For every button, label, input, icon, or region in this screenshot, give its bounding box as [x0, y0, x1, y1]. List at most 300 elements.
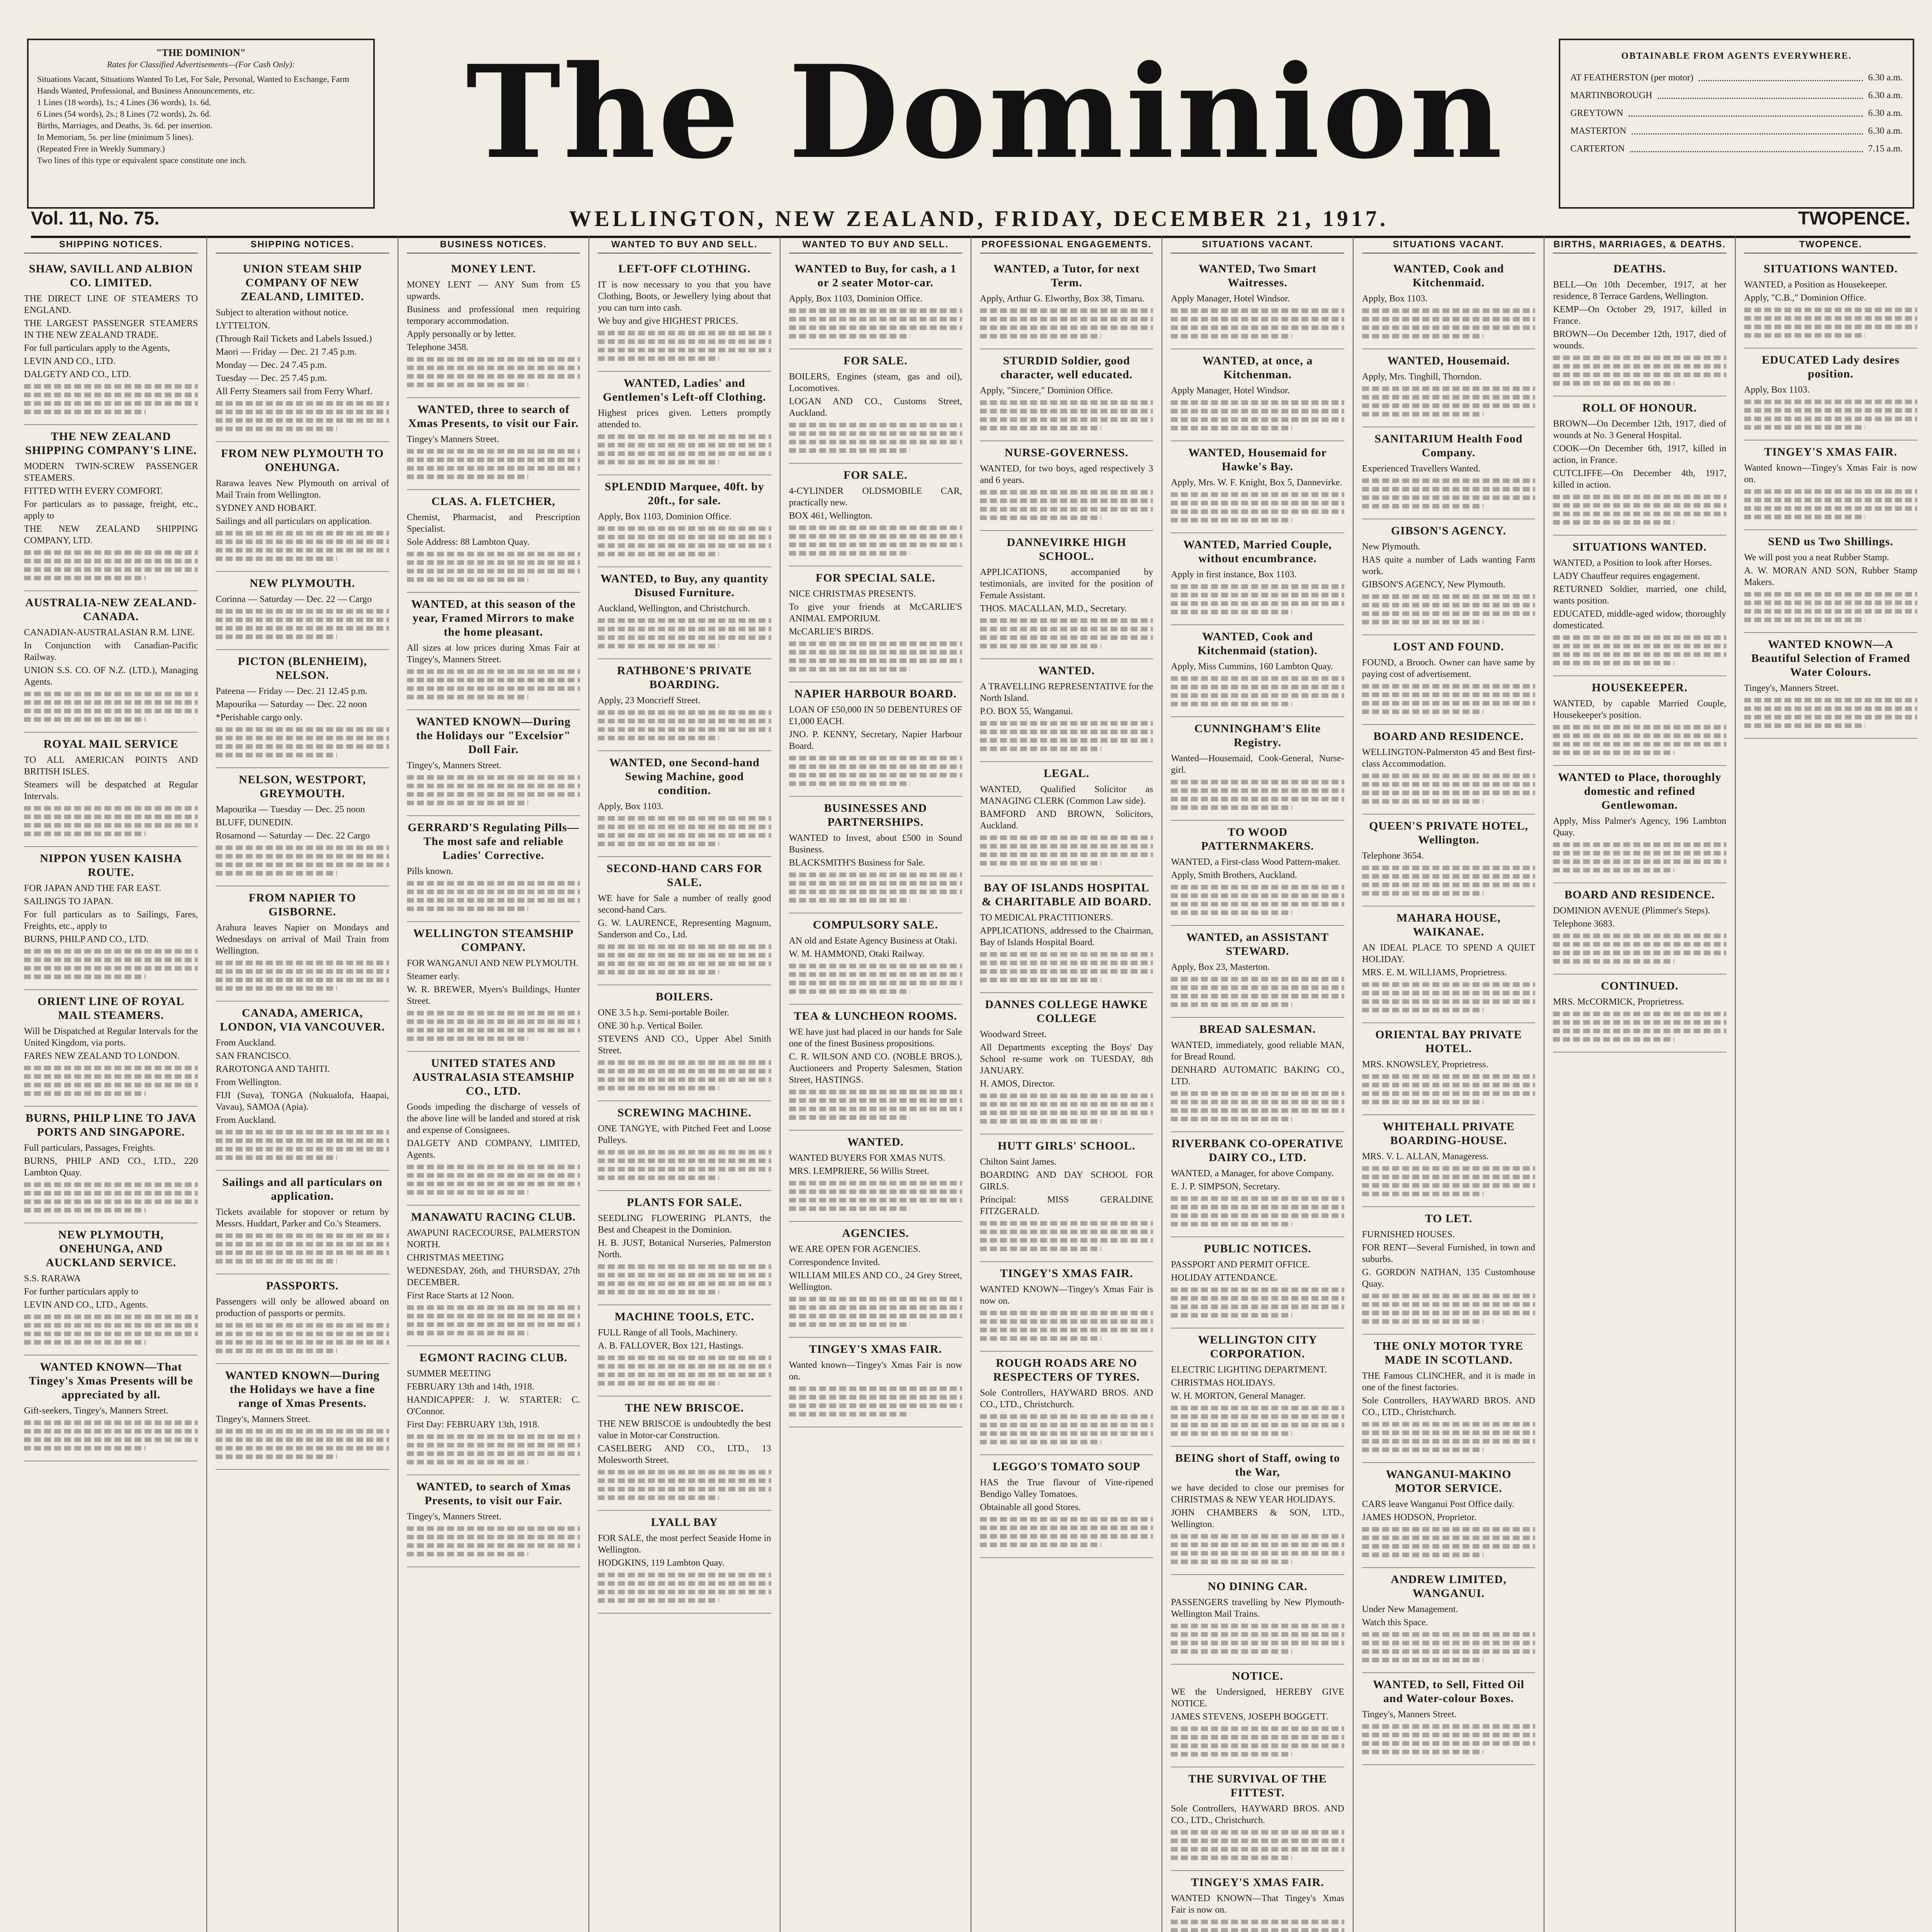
agents-schedule — [1570, 69, 1903, 158]
advertisement-title: BURNS, PHILP LINE TO JAVA PORTS AND SINGAPORE. — [26, 1112, 197, 1138]
fine-print — [598, 1495, 719, 1500]
fine-print — [407, 1173, 580, 1178]
fine-print — [1362, 782, 1535, 787]
advertisement-title: CONTINUED. — [1600, 980, 1679, 992]
advertisement — [24, 257, 198, 425]
advertisement — [24, 591, 198, 733]
fine-print — [1171, 780, 1344, 784]
fine-print — [598, 1077, 771, 1082]
advertisement-text: FARES NEW ZEALAND TO LONDON. — [24, 1051, 180, 1061]
fine-print — [789, 1297, 962, 1301]
advertisement-text: LYTTELTON. — [216, 321, 270, 331]
advertisement-title: WANTED, Housemaid. — [1387, 354, 1510, 367]
fine-print — [789, 334, 910, 338]
fine-print — [980, 835, 1153, 840]
advertisement-text: ONE 3.5 h.p. Semi-portable Boiler. — [598, 1008, 730, 1018]
fine-print — [407, 1028, 580, 1032]
advertisement-title: WANTED KNOWN—During the Holidays we have a fine range of Xmas Presents. — [225, 1369, 380, 1410]
fine-print — [407, 1182, 580, 1186]
fine-print — [24, 1199, 198, 1204]
advertisement-text: WANTED, a First-class Wood Pattern-maker. — [1171, 857, 1340, 867]
fine-print — [216, 626, 389, 631]
fine-print — [1171, 985, 1344, 990]
schedule-time: 7.15 a.m. — [1868, 144, 1903, 154]
advertisement-title: NOTICE. — [1232, 1670, 1284, 1682]
fine-print — [1171, 1551, 1344, 1556]
fine-print — [216, 1233, 389, 1238]
advertisement — [1553, 676, 1726, 766]
fine-print — [1171, 1313, 1292, 1318]
fine-print — [789, 1386, 962, 1391]
advertisement-text: Obtainable all good Stores. — [980, 1502, 1081, 1512]
advertisement-text: Apply, Box 1103. — [598, 801, 663, 811]
fine-print — [980, 426, 1101, 430]
newspaper-column — [971, 236, 1162, 1932]
advertisement-title: THE NEW ZEALAND SHIPPING COMPANY'S LINE. — [25, 430, 197, 457]
fine-print — [1744, 723, 1866, 728]
advertisement-title: SECOND-HAND CARS FOR SALE. — [606, 862, 763, 889]
advertisement-text: MRS. McCORMICK, Proprietress. — [1553, 997, 1684, 1007]
fine-print — [598, 618, 771, 623]
advertisement-text: IT is now necessary to you that you have Clothing, Boots, or Jewellery lying about that you can turn into cash. — [598, 280, 771, 313]
fine-print — [980, 1517, 1153, 1522]
advertisement-text: AWAPUNI RACECOURSE, PALMERSTON NORTH. — [406, 1228, 580, 1250]
advertisement-text: JAMES STEVENS, JOSEPH BOGGETT. — [1171, 1712, 1328, 1722]
fine-print — [1171, 1632, 1344, 1637]
advertisement-text: THE DIRECT LINE OF STEAMERS TO ENGLAND. — [24, 294, 198, 315]
advertisement — [1362, 519, 1535, 635]
advertisement — [598, 857, 771, 985]
advertisement — [1744, 257, 1917, 349]
advertisement-text: W. R. BREWER, Myers's Buildings, Hunter Street. — [406, 985, 580, 1006]
advertisement-text: WE have just had placed in our hands for Sale one of the finest Business propositions. — [789, 1027, 962, 1049]
advertisement-text: Apply, Box 1103, Dominion Office. — [789, 294, 923, 304]
fine-print — [24, 1191, 198, 1196]
advertisement-text: CARS leave Wanganui Post Office daily. — [1362, 1499, 1515, 1509]
advertisement-text: LEVIN AND CO., LTD., Agents. — [24, 1300, 148, 1310]
advertisement-title: LOST AND FOUND. — [1393, 640, 1504, 653]
advertisement — [980, 257, 1153, 349]
advertisement — [24, 733, 198, 847]
fine-print — [1362, 982, 1535, 987]
advertisement-text: WANTED KNOWN—Tingey's Xmas Fair is now on. — [980, 1284, 1153, 1306]
fine-print — [598, 1175, 719, 1180]
fine-print — [598, 644, 719, 648]
schedule-time: 6.30 a.m. — [1868, 108, 1903, 118]
fine-print — [1171, 501, 1344, 505]
fine-print — [598, 1060, 771, 1065]
fine-print — [789, 756, 962, 760]
advertisement-title: WANTED, to Sell, Fitted Oil and Water-colour Boxes. — [1372, 1678, 1524, 1705]
fine-print — [407, 784, 580, 788]
advertisement-text: LADY Chauffeur requires engagement. — [1553, 571, 1700, 581]
fine-print — [598, 535, 771, 539]
fine-print — [24, 1182, 198, 1187]
fine-print — [1171, 1560, 1292, 1564]
advertisement — [598, 1101, 771, 1191]
advertisement — [789, 797, 962, 913]
fine-print — [216, 539, 389, 544]
fine-print — [1171, 1838, 1344, 1843]
advertisement-title: SITUATIONS WANTED. — [1572, 541, 1707, 553]
advertisement — [598, 257, 771, 372]
fine-print — [1362, 1641, 1535, 1645]
advertisement-text: Wanted known—Tingey's Xmas Fair is now on. — [789, 1360, 962, 1382]
fine-print — [980, 1238, 1153, 1243]
rates-line: Two lines of this type or equivalent space constitute one inch. — [37, 155, 247, 165]
advertisement-title: THE ONLY MOTOR TYRE MADE IN SCOTLAND. — [1374, 1340, 1524, 1366]
fine-print — [789, 325, 962, 330]
advertisement-text: W. M. HAMMOND, Otaki Railway. — [789, 949, 925, 959]
fine-print — [1171, 417, 1344, 422]
advertisement-title: CANADA, AMERICA, LONDON, VIA VANCOUVER. — [220, 1007, 385, 1033]
schedule-row — [1570, 140, 1903, 158]
fine-print — [1553, 503, 1726, 508]
advertisement-text: Wanted—Housemaid, Cook-General, Nurse-girl. — [1171, 753, 1344, 775]
advertisement-title: ROYAL MAIL SERVICE — [43, 738, 179, 750]
fine-print — [1362, 1302, 1535, 1307]
fine-print — [1553, 1029, 1726, 1033]
fine-print — [1171, 1196, 1344, 1201]
fine-print — [1171, 685, 1344, 689]
advertisement-text: Maori — Friday — Dec. 21 7.45 p.m. — [216, 347, 357, 357]
advertisement — [216, 1002, 389, 1171]
advertisement — [407, 490, 580, 593]
advertisement-text: CANADIAN-AUSTRALASIAN R.M. LINE. — [24, 628, 195, 638]
advertisement-text: Subject to alteration without notice. — [216, 308, 349, 318]
advertisement-title: DEATHS. — [1613, 262, 1666, 275]
fine-print — [216, 986, 337, 991]
advertisement — [216, 257, 389, 442]
advertisement — [216, 650, 389, 768]
advertisement-title: BOARD AND RESIDENCE. — [1564, 888, 1715, 901]
advertisement-text: Will be Dispatched at Regular Intervals for the United Kingdom, via ports. — [24, 1026, 198, 1048]
advertisement-text: COOK—On December 6th, 1917, killed in action, in France. — [1553, 444, 1726, 465]
fine-print — [407, 1543, 580, 1548]
advertisement-title: WANTED, one Second-hand Sewing Machine, good condition. — [609, 756, 760, 797]
newspaper-title — [394, 27, 1577, 197]
advertisement-text: Corinna — Saturday — Dec. 22 — Cargo — [216, 594, 372, 604]
fine-print — [1362, 1741, 1535, 1746]
advertisement-text: RETURNED Soldier, married, one child, wants position. — [1553, 584, 1726, 606]
advertisement-title: BOILERS. — [655, 990, 713, 1003]
advertisement-text: S.S. RARAWA — [24, 1274, 81, 1284]
fine-print — [24, 975, 146, 979]
advertisement-text: Highest prices given. Letters promptly attended to. — [598, 408, 771, 430]
advertisement-text: CASELBERG AND CO., LTD., 13 Molesworth Street. — [598, 1444, 771, 1465]
advertisement-text: Tingey's, Manners Street. — [216, 1414, 311, 1424]
fine-print — [1553, 520, 1674, 525]
advertisement-text: BURNS, PHILP AND CO., LTD., 220 Lambton Quay. — [24, 1156, 198, 1178]
advertisement-text: Wanted known—Tingey's Xmas Fair is now on. — [1744, 463, 1917, 485]
advertisement-text: PASSPORT AND PERMIT OFFICE. — [1171, 1260, 1310, 1270]
advertisement-title: UNION STEAM SHIP COMPANY OF NEW ZEALAND, LIMITED. — [240, 262, 364, 303]
advertisement-title: WANTED, Married Couple, without encumbrance. — [1183, 538, 1332, 565]
fine-print — [1362, 478, 1535, 483]
fine-print — [1362, 504, 1483, 509]
leader-dots — [1632, 122, 1863, 134]
fine-print — [216, 1130, 389, 1134]
fine-print — [1171, 902, 1344, 906]
advertisement-title: DANNEVIRKE HIGH SCHOOL. — [1007, 536, 1126, 563]
advertisement — [216, 886, 389, 1002]
advertisement — [1362, 815, 1535, 906]
newspaper-column — [588, 236, 779, 1932]
advertisement-text: WANTED, a Manager, for above Company. — [1171, 1168, 1334, 1179]
fine-print — [1171, 1091, 1344, 1096]
fine-print — [216, 1454, 337, 1459]
advertisement — [1171, 349, 1344, 441]
advertisement-text: Sole Address: 88 Lambton Quay. — [406, 537, 530, 547]
advertisement-title: BEING short of Staff, owing to the War, — [1175, 1452, 1340, 1478]
schedule-time: 6.30 a.m. — [1868, 73, 1903, 83]
advertisement — [216, 1364, 389, 1470]
fine-print — [789, 872, 962, 877]
advertisement — [789, 1005, 962, 1131]
advertisement — [1362, 1335, 1535, 1463]
advertisement-text: DOMINION AVENUE (Plimmer's Steps). — [1553, 906, 1710, 916]
fine-print — [216, 871, 337, 876]
fine-print — [1744, 600, 1917, 605]
fine-print — [1171, 1928, 1344, 1932]
advertisement-text: FIJI (Suva), TONGA (Nukualofa, Haapai, Vavau), SAMOA (Apia). — [216, 1090, 389, 1112]
advertisement — [980, 876, 1153, 993]
advertisement-text: A. W. MORAN AND SON, Rubber Stamp Makers. — [1744, 566, 1917, 587]
fine-print — [1744, 617, 1866, 622]
fine-print — [598, 825, 771, 829]
advertisement — [1171, 1871, 1344, 1932]
fine-print — [1362, 334, 1483, 338]
fine-print — [1553, 750, 1674, 755]
advertisement-title: RIVERBANK CO-OPERATIVE DAIRY CO., LTD. — [1172, 1137, 1344, 1164]
fine-print — [789, 889, 962, 894]
advertisement-title: WANTED, at this season of the year, Framed Mirrors to make the home pleasant. — [411, 598, 576, 638]
fine-print — [980, 1094, 1153, 1098]
advertisement-text: FURNISHED HOUSES. — [1362, 1230, 1455, 1240]
fine-print — [980, 721, 1153, 726]
advertisement-text: Pateena — Friday — Dec. 21 12.45 p.m. — [216, 686, 367, 696]
advertisement-text: FOR JAPAN AND THE FAR EAST. — [24, 883, 162, 893]
advertisement-text: BELL—On 10th December, 1917, at her residence, 8 Terrace Gardens, Wellington. — [1553, 280, 1726, 301]
advertisement — [1362, 1463, 1535, 1568]
fine-print — [789, 448, 910, 453]
column-heading: WANTED TO BUY AND SELL. — [598, 239, 771, 253]
advertisement-title: CUNNINGHAM'S Elite Registry. — [1194, 722, 1321, 749]
advertisement-title: LEFT-OFF CLOTHING. — [618, 262, 751, 275]
fine-print — [1171, 1649, 1292, 1654]
advertisement-title: GIBSON'S AGENCY. — [1391, 524, 1507, 537]
fine-print — [789, 641, 962, 646]
fine-print — [980, 978, 1101, 982]
advertisement — [1362, 427, 1535, 519]
fine-print — [598, 1281, 771, 1286]
fine-print — [980, 844, 1153, 849]
fine-print — [980, 417, 1153, 422]
advertisement-text: H. B. JUST, Botanical Nurseries, Palmerston North. — [598, 1238, 771, 1260]
fine-print — [1744, 325, 1917, 329]
advertisement-text: ONE TANGYE, with Pitched Feet and Loose Pulleys. — [598, 1124, 771, 1145]
fine-print — [1171, 584, 1344, 589]
advertisement-text: Tingey's, Manners Street. — [1744, 683, 1839, 693]
fine-print — [1171, 1205, 1344, 1209]
fine-print — [1362, 611, 1535, 616]
advertisement-text: RAROTONGA AND TAHITI. — [216, 1064, 330, 1074]
fine-print — [24, 717, 146, 722]
advertisement — [789, 1222, 962, 1338]
advertisement-text: Arahura leaves Napier on Mondays and Wednesdays on arrival of Mail Train from Wellington. — [216, 923, 389, 956]
advertisement-text: New Plymouth. — [1362, 542, 1420, 552]
advertisement — [1362, 1207, 1535, 1335]
fine-print — [1553, 951, 1726, 955]
fine-print — [24, 957, 198, 962]
fine-print — [407, 1036, 528, 1041]
fine-print — [216, 418, 389, 423]
advertisement-title: PLANTS FOR SALE. — [627, 1196, 742, 1209]
advertisement-title: ORIENTAL BAY PRIVATE HOTEL. — [1375, 1028, 1522, 1055]
fine-print — [1362, 1294, 1535, 1298]
fine-print — [789, 1305, 962, 1310]
fine-print — [216, 961, 389, 965]
advertisement-text: We buy and give HIGHEST PRICES. — [598, 316, 738, 326]
fine-print — [407, 569, 580, 573]
advertisement — [598, 1305, 771, 1396]
fine-print — [598, 460, 719, 464]
fine-print — [980, 1534, 1153, 1539]
advertisement-title: STURDID Soldier, good character, well educated. — [1000, 354, 1133, 381]
fine-print — [1744, 609, 1917, 614]
advertisement-text: Apply, Box 1103. — [1744, 385, 1810, 395]
advertisement-title: EDUCATED Lady desires position. — [1762, 354, 1900, 380]
fine-print — [1171, 805, 1292, 810]
fine-print — [1171, 1304, 1344, 1309]
advertisement-text: LOGAN AND CO., Customs Street, Auckland. — [789, 396, 962, 418]
fine-print — [1553, 635, 1726, 640]
fine-print — [980, 334, 1101, 338]
fine-print — [980, 507, 1153, 512]
fine-print — [598, 1590, 771, 1594]
advertisement-title: LEGAL. — [1043, 767, 1090, 780]
fine-print — [1362, 1750, 1483, 1754]
advertisement — [1171, 1575, 1344, 1665]
advertisement — [1362, 725, 1535, 815]
fine-print — [1171, 1108, 1344, 1113]
fine-print — [598, 1573, 771, 1577]
fine-print — [1362, 1422, 1535, 1427]
fine-print — [980, 618, 1153, 623]
fine-print — [1171, 1641, 1344, 1645]
fine-print — [1171, 676, 1344, 681]
advertisement — [1171, 257, 1344, 349]
column-heading: WANTED TO BUY AND SELL. — [789, 239, 962, 253]
fine-print — [598, 348, 771, 352]
fine-print — [216, 1437, 389, 1442]
dateline: WELLINGTON, NEW ZEALAND, FRIDAY, DECEMBER 21, 1917. — [569, 206, 1389, 231]
fine-print — [789, 981, 962, 985]
fine-print — [1171, 910, 1292, 915]
fine-print — [24, 823, 198, 828]
fine-print — [980, 1526, 1153, 1530]
advertisement-title: MAHARA HOUSE, WAIKANAE. — [1396, 912, 1501, 938]
fine-print — [1362, 1008, 1483, 1012]
advertisement-text: All sizes at low prices during Xmas Fair at Tingey's, Manners Street. — [406, 643, 580, 665]
advertisement — [1553, 975, 1726, 1053]
advertisement-text: SAN FRANCISCO. — [216, 1051, 291, 1061]
leader-dots — [1658, 87, 1863, 99]
fine-print — [1362, 1527, 1535, 1532]
newspaper-column — [206, 236, 397, 1932]
advertisement — [24, 1107, 198, 1223]
advertisement-text: PASSENGERS travelling by New Plymouth-Wellington Mail Trains. — [1171, 1597, 1344, 1619]
fine-print — [24, 1208, 146, 1213]
schedule-place: MASTERTON — [1570, 126, 1626, 136]
advertisement-text: Apply, Mrs. Tinghill, Thorndon. — [1362, 372, 1482, 382]
fine-print — [1171, 1726, 1344, 1731]
fine-print — [407, 449, 580, 454]
advertisement-title: WANTED, Ladies' and Gentlemen's Left-off Clothing. — [603, 377, 766, 403]
fine-print — [216, 854, 389, 859]
fine-print — [598, 543, 771, 548]
fine-print — [789, 1395, 962, 1400]
fine-print — [789, 1098, 962, 1103]
fine-print — [980, 852, 1153, 857]
advertisement — [1171, 1132, 1344, 1237]
advertisement-text: From Auckland. — [216, 1115, 276, 1125]
advertisement-text: THE NEW ZEALAND SHIPPING COMPANY, LTD. — [24, 524, 198, 546]
fine-print — [1553, 364, 1726, 369]
fine-print — [24, 567, 198, 572]
fine-print — [598, 331, 771, 335]
advertisement — [1171, 717, 1344, 821]
advertisement-title: NELSON, WESTPORT, GREYMOUTH. — [239, 773, 366, 800]
fine-print — [1744, 425, 1866, 430]
advertisement-title: TEA & LUNCHEON ROOMS. — [794, 1010, 957, 1022]
fine-print — [407, 374, 580, 379]
fine-print — [1362, 386, 1535, 391]
fine-print — [407, 1526, 580, 1531]
advertisement-text: Telephone 3683. — [1553, 919, 1615, 929]
advertisement-text: *Perishable cargo only. — [216, 713, 303, 723]
fine-print — [407, 881, 580, 886]
agents-box — [1559, 39, 1914, 209]
fine-print — [24, 709, 198, 713]
advertisement-text: We will post you a neat Rubber Stamp. — [1744, 553, 1889, 563]
advertisement-text: DALGETY AND CO., LTD. — [24, 369, 131, 379]
fine-print — [216, 1147, 389, 1151]
advertisement — [980, 993, 1153, 1134]
fine-print — [789, 317, 962, 321]
advertisement-text: HANDICAPPER: J. W. STARTER: C. O'Connor. — [406, 1395, 580, 1417]
advertisement-title: HOUSEKEEPER. — [1592, 681, 1688, 694]
fine-print — [407, 1451, 580, 1456]
fine-print — [1553, 868, 1674, 872]
advertisement-text: MRS. LEMPRIERE, 56 Willis Street. — [789, 1166, 929, 1176]
fine-print — [598, 1167, 771, 1172]
fine-print — [789, 881, 962, 886]
advertisement-text: Apply, "Sincere," Dominion Office. — [980, 386, 1113, 396]
fine-print — [598, 970, 719, 975]
fine-print — [24, 559, 198, 563]
advertisement-text: ELECTRIC LIGHTING DEPARTMENT. — [1171, 1365, 1327, 1375]
fine-print — [980, 1102, 1153, 1107]
fine-print — [598, 842, 719, 846]
advertisement-title: SANITARIUM Health Food Company. — [1374, 432, 1523, 459]
advertisement-title: Sailings and all particulars on application. — [222, 1176, 383, 1202]
advertisement-text: C. R. WILSON AND CO. (NOBLE BROS.), Auctioneers and Property Salesmen, Station Street, HASTINGS. — [789, 1052, 962, 1085]
fine-print — [1171, 1100, 1344, 1104]
schedule-row — [1570, 87, 1903, 104]
fine-print — [1171, 1117, 1292, 1121]
fine-print — [598, 339, 771, 344]
